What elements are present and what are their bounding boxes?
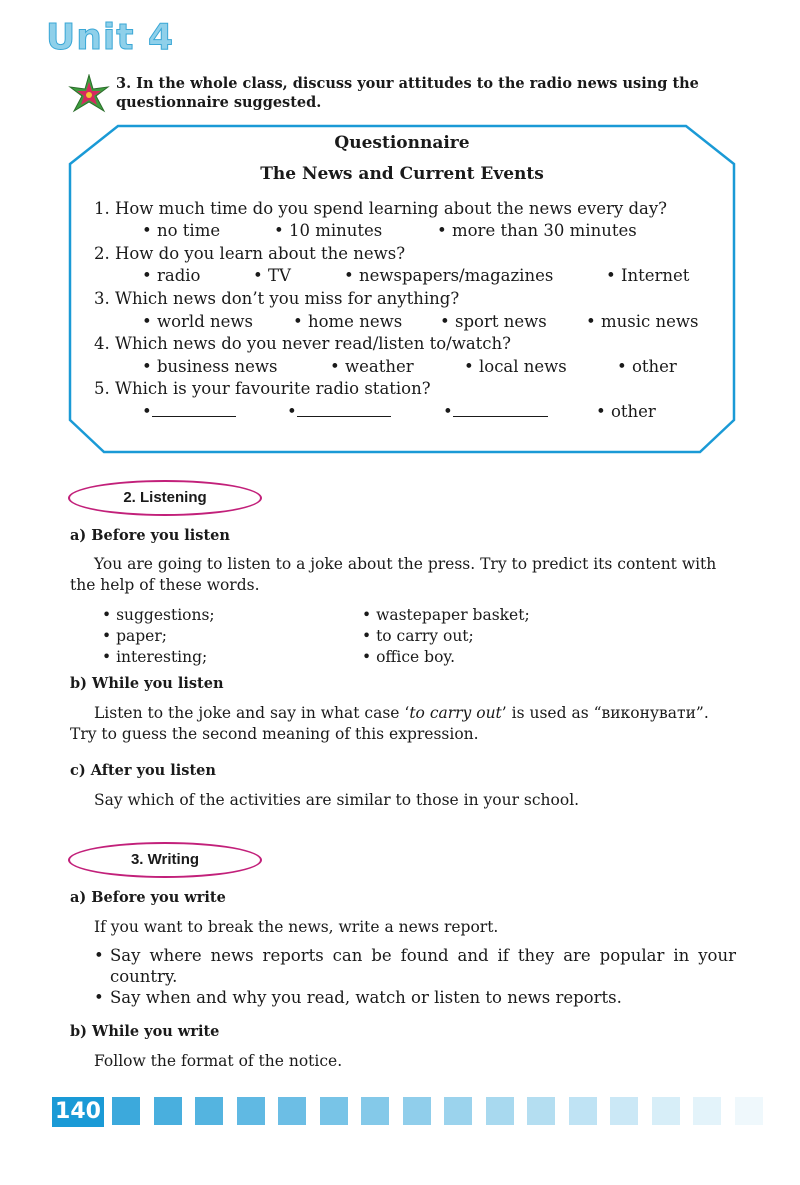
writing-a-text: If you want to break the news, write a news report. — [94, 918, 499, 936]
list-item: • suggestions; — [102, 606, 215, 624]
q4-option: • weather — [330, 357, 414, 376]
footer-square — [652, 1097, 680, 1125]
q1-option: • more than 30 minutes — [437, 221, 637, 240]
b-text-part: Listen to the joke and say in what case ‘ — [94, 704, 410, 722]
q2-option: • radio — [142, 266, 201, 285]
footer-square — [735, 1097, 763, 1125]
page-number: 140 — [52, 1097, 104, 1127]
section-listening-label: 2. Listening — [68, 480, 262, 516]
bullet-text: Say when and why you read, watch or listen to news reports. — [110, 988, 622, 1007]
q3-option: • sport news — [440, 312, 547, 331]
q5-blank-option — [142, 401, 236, 423]
list-item — [94, 945, 736, 987]
footer-square — [486, 1097, 514, 1125]
footer-square — [527, 1097, 555, 1125]
q3-option: • home news — [293, 312, 403, 331]
word-list-left — [102, 605, 215, 668]
footer-square — [195, 1097, 223, 1125]
footer-square — [112, 1097, 140, 1125]
star-icon — [68, 74, 110, 116]
task-3-instruction: 3. In the whole class, discuss your attitudes to the radio news using the questionnaire suggested. — [116, 75, 699, 111]
list-item: • office boy. — [362, 648, 456, 666]
listening-c-heading: c) After you listen — [70, 762, 216, 779]
answer-blank — [152, 402, 236, 417]
listening-b-heading: b) While you listen — [70, 675, 224, 692]
q4-option: • other — [617, 357, 677, 376]
section-writing-label: 3. Writing — [68, 842, 262, 878]
questionnaire-subtitle: The News and Current Events — [260, 164, 544, 184]
footer-square — [610, 1097, 638, 1125]
q2-option: • newspapers/magazines — [344, 266, 554, 285]
listening-b-text — [70, 703, 736, 745]
b-text-italic: to carry out — [409, 704, 502, 722]
bullet-text: Say where news reports can be found and if they are popular in your country. — [110, 946, 736, 986]
q5-option: • other — [596, 402, 656, 421]
listening-a-text: You are going to listen to a joke about the press. Try to predict its content with the help of these words. — [70, 555, 717, 594]
writing-a-heading: a) Before you write — [70, 889, 226, 906]
list-item: • to carry out; — [362, 627, 474, 645]
b-text-part: ’ is used as “виконувати”. Try to guess the second meaning of this expression. — [70, 704, 709, 743]
list-item: • interesting; — [102, 648, 208, 666]
writing-b-text: Follow the format of the notice. — [94, 1052, 343, 1070]
q2-option: • Internet — [606, 266, 690, 285]
q4-option: • business news — [142, 357, 278, 376]
footer-square — [361, 1097, 389, 1125]
q4-option: • local news — [464, 357, 567, 376]
footer-square — [154, 1097, 182, 1125]
question-3: 3. Which news don’t you miss for anything? — [94, 289, 460, 308]
q5-bullet: • — [443, 402, 453, 421]
question-2: 2. How do you learn about the news? — [94, 244, 406, 263]
footer-square — [278, 1097, 306, 1125]
q1-option: • no time — [142, 221, 221, 240]
question-5: 5. Which is your favourite radio station? — [94, 379, 431, 398]
bullet-icon: • — [94, 988, 104, 1007]
writing-bullets — [94, 945, 736, 1008]
q5-blank-option — [443, 401, 548, 423]
q3-option: • music news — [586, 312, 699, 331]
questionnaire-title: Questionnaire — [334, 133, 470, 153]
footer-square — [569, 1097, 597, 1125]
listening-c-text: Say which of the activities are similar to those in your school. — [94, 791, 580, 809]
footer-square — [693, 1097, 721, 1125]
footer-square — [237, 1097, 265, 1125]
footer-square — [444, 1097, 472, 1125]
answer-blank — [297, 402, 391, 417]
q5-bullet: • — [142, 402, 152, 421]
unit-title: Unit 4 — [46, 17, 174, 58]
list-item: • paper; — [102, 627, 167, 645]
writing-b-heading: b) While you write — [70, 1023, 220, 1040]
q5-bullet: • — [287, 402, 297, 421]
list-item: • wastepaper basket; — [362, 606, 530, 624]
listening-a-heading: a) Before you listen — [70, 527, 230, 544]
q1-option: • 10 minutes — [274, 221, 383, 240]
bullet-icon: • — [94, 946, 104, 965]
footer-square — [403, 1097, 431, 1125]
footer-square — [320, 1097, 348, 1125]
q3-option: • world news — [142, 312, 253, 331]
list-item — [94, 987, 736, 1008]
q5-blank-option — [287, 401, 391, 423]
q2-option: • TV — [253, 266, 291, 285]
question-1: 1. How much time do you spend learning about the news every day? — [94, 199, 668, 218]
word-list-right — [362, 605, 530, 668]
question-4: 4. Which news do you never read/listen to/watch? — [94, 334, 511, 353]
answer-blank — [453, 402, 548, 417]
